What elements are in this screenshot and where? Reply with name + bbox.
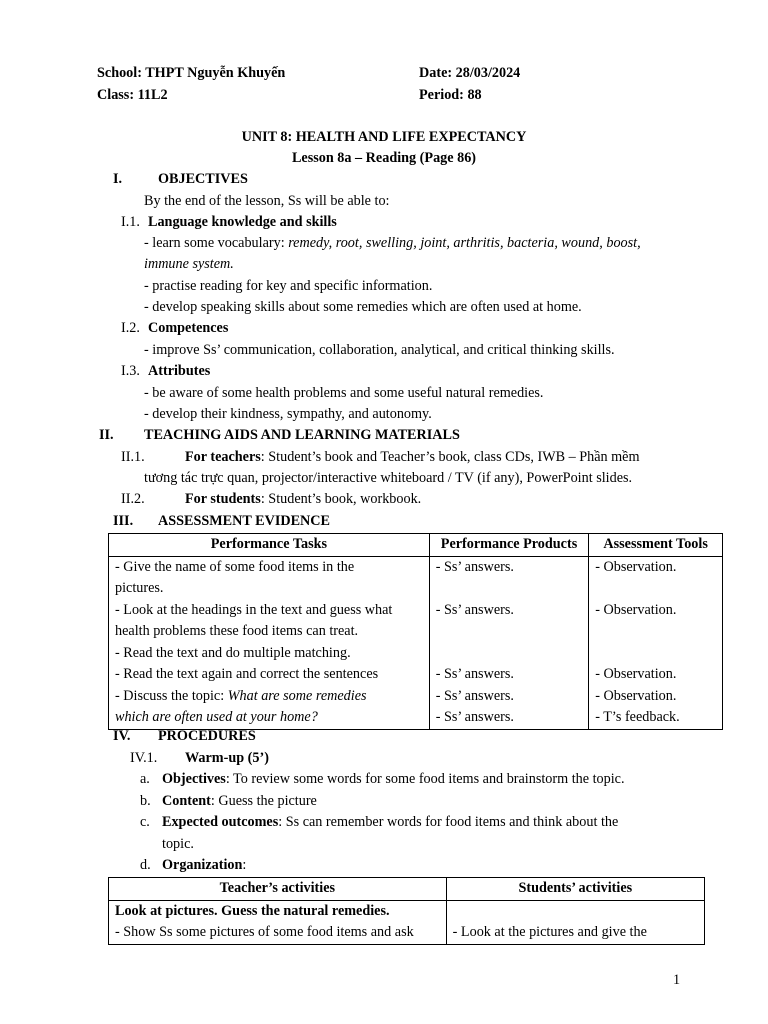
- outcomes-item-continued: topic.: [162, 836, 194, 852]
- table-header-row: [109, 878, 705, 901]
- activity-title: Look at pictures. Guess the natural remedies.: [115, 902, 390, 919]
- task-line: - Give the name of some food items in the: [115, 558, 355, 575]
- class-name: Class: 11L2: [97, 87, 168, 103]
- teachers-label: For teachers: [185, 449, 261, 465]
- students-text: : Student’s book, workbook.: [260, 491, 422, 507]
- table-row: [109, 556, 723, 729]
- period-number: Period: 88: [419, 87, 482, 103]
- student-activities-cell: [446, 900, 704, 944]
- speaking-objective: - develop speaking skills about some remedies which are often used at home.: [144, 299, 582, 315]
- products-cell: [429, 556, 588, 729]
- page-number: 1: [673, 972, 681, 988]
- assessment-table: [108, 533, 723, 730]
- teachers-materials: [185, 447, 640, 468]
- content-item: [162, 791, 317, 812]
- task-line: pictures.: [115, 580, 164, 596]
- organization-table: [108, 877, 705, 945]
- tool-item: - Observation.: [595, 687, 677, 704]
- unit-title: UNIT 8: HEALTH AND LIFE EXPECTANCY: [241, 129, 527, 145]
- assessment-heading: ASSESSMENT EVIDENCE: [158, 513, 331, 529]
- section-number: I.: [113, 171, 123, 187]
- procedures-heading: PROCEDURES: [158, 728, 256, 744]
- task-line: - Look at the headings in the text and guess what: [115, 601, 393, 618]
- students-label: For students: [185, 491, 261, 507]
- subsection-number: I.1.: [121, 214, 140, 230]
- lesson-date: Date: 28/03/2024: [419, 65, 521, 81]
- item-label: Organization: [162, 857, 243, 873]
- subsection-number: I.3.: [121, 363, 140, 379]
- item-text: : Guess the picture: [210, 793, 317, 809]
- objectives-heading: OBJECTIVES: [158, 171, 248, 187]
- section-number: IV.: [113, 728, 131, 744]
- list-marker: a.: [140, 771, 150, 787]
- tool-item: - Observation.: [595, 558, 677, 575]
- organization-item: [162, 855, 246, 876]
- item-text: :: [242, 857, 247, 873]
- subsection-number: I.2.: [121, 320, 140, 336]
- vocabulary-words: remedy, root, swelling, joint, arthritis, bacteria, wound, boost,: [288, 235, 641, 251]
- teacher-activity: - Show Ss some pictures of some food items and ask: [115, 924, 414, 940]
- table-header: Teacher’s activities: [109, 878, 447, 901]
- language-heading: Language knowledge and skills: [148, 214, 337, 230]
- attributes-item: - develop their kindness, sympathy, and autonomy.: [144, 406, 432, 422]
- item-label: Content: [162, 793, 211, 809]
- objectives-intro: By the end of the lesson, Ss will be able to:: [144, 193, 390, 209]
- vocabulary-line: [144, 233, 641, 254]
- list-marker: d.: [140, 857, 151, 873]
- teacher-activities-cell: [109, 900, 447, 944]
- task-line: [115, 686, 423, 708]
- product-item: - Ss’ answers.: [435, 601, 514, 618]
- attributes-heading: Attributes: [148, 363, 211, 379]
- task-line: - Read the text again and correct the sentences: [115, 666, 379, 682]
- task-line: - Read the text and do multiple matching.: [115, 644, 351, 661]
- tool-item: - Observation.: [595, 601, 677, 618]
- list-marker: b.: [140, 793, 151, 809]
- tasks-cell: [109, 556, 430, 729]
- subsection-number: II.1.: [121, 449, 145, 465]
- section-number: III.: [113, 513, 134, 529]
- task-line: health problems these food items can treat.: [115, 623, 359, 639]
- table-header: Performance Tasks: [109, 534, 430, 557]
- school-name: School: THPT Nguyễn Khuyến: [97, 65, 286, 81]
- subsection-number: II.2.: [121, 491, 145, 507]
- table-header: Students’ activities: [446, 878, 704, 901]
- teachers-text: : Student’s book and Teacher’s book, class CDs, IWB – Phần mềm: [260, 449, 640, 465]
- list-marker: c.: [140, 814, 150, 830]
- vocabulary-prefix: - learn some vocabulary:: [144, 235, 289, 251]
- product-item: - Ss’ answers.: [435, 687, 514, 704]
- teachers-text-continued: tương tác trực quan, projector/interactive whiteboard / TV (if any), PowerPoint slides.: [144, 470, 633, 486]
- product-item: - Ss’ answers.: [435, 558, 514, 575]
- task-prefix: - Discuss the topic:: [115, 687, 228, 704]
- reading-objective: - practise reading for key and specific information.: [144, 278, 433, 294]
- teaching-aids-heading: TEACHING AIDS AND LEARNING MATERIALS: [144, 427, 460, 443]
- item-text: : Ss can remember words for food items and think about the: [278, 814, 619, 830]
- lesson-title: Lesson 8a – Reading (Page 86): [291, 150, 477, 166]
- outcomes-item: [162, 812, 618, 833]
- section-number: II.: [99, 427, 114, 443]
- task-topic-continued: which are often used at your home?: [115, 709, 318, 725]
- competences-heading: Competences: [148, 320, 229, 336]
- item-label: Expected outcomes: [162, 814, 279, 830]
- attributes-item: - be aware of some health problems and some useful natural remedies.: [144, 385, 544, 401]
- warmup-heading: Warm-up (5’): [185, 750, 269, 766]
- table-header: Assessment Tools: [589, 534, 723, 557]
- vocabulary-words-continued: immune system.: [144, 256, 234, 272]
- competences-item: - improve Ss’ communication, collaboration, analytical, and critical thinking skills.: [144, 342, 615, 358]
- item-text: : To review some words for some food items and brainstorm the topic.: [225, 771, 625, 787]
- tool-item: - Observation.: [595, 666, 677, 682]
- objectives-item: [162, 769, 625, 790]
- product-item: - Ss’ answers.: [435, 709, 514, 725]
- table-row: [109, 900, 705, 944]
- task-topic: What are some remedies: [227, 687, 367, 704]
- student-activity: - Look at the pictures and give the: [452, 924, 647, 940]
- table-header: Performance Products: [429, 534, 588, 557]
- table-header-row: [109, 534, 723, 557]
- subsection-number: IV.1.: [130, 750, 158, 766]
- tools-cell: [589, 556, 723, 729]
- item-label: Objectives: [162, 771, 226, 787]
- students-materials: [185, 489, 421, 510]
- tool-item: - T’s feedback.: [595, 709, 680, 725]
- product-item: - Ss’ answers.: [435, 666, 514, 682]
